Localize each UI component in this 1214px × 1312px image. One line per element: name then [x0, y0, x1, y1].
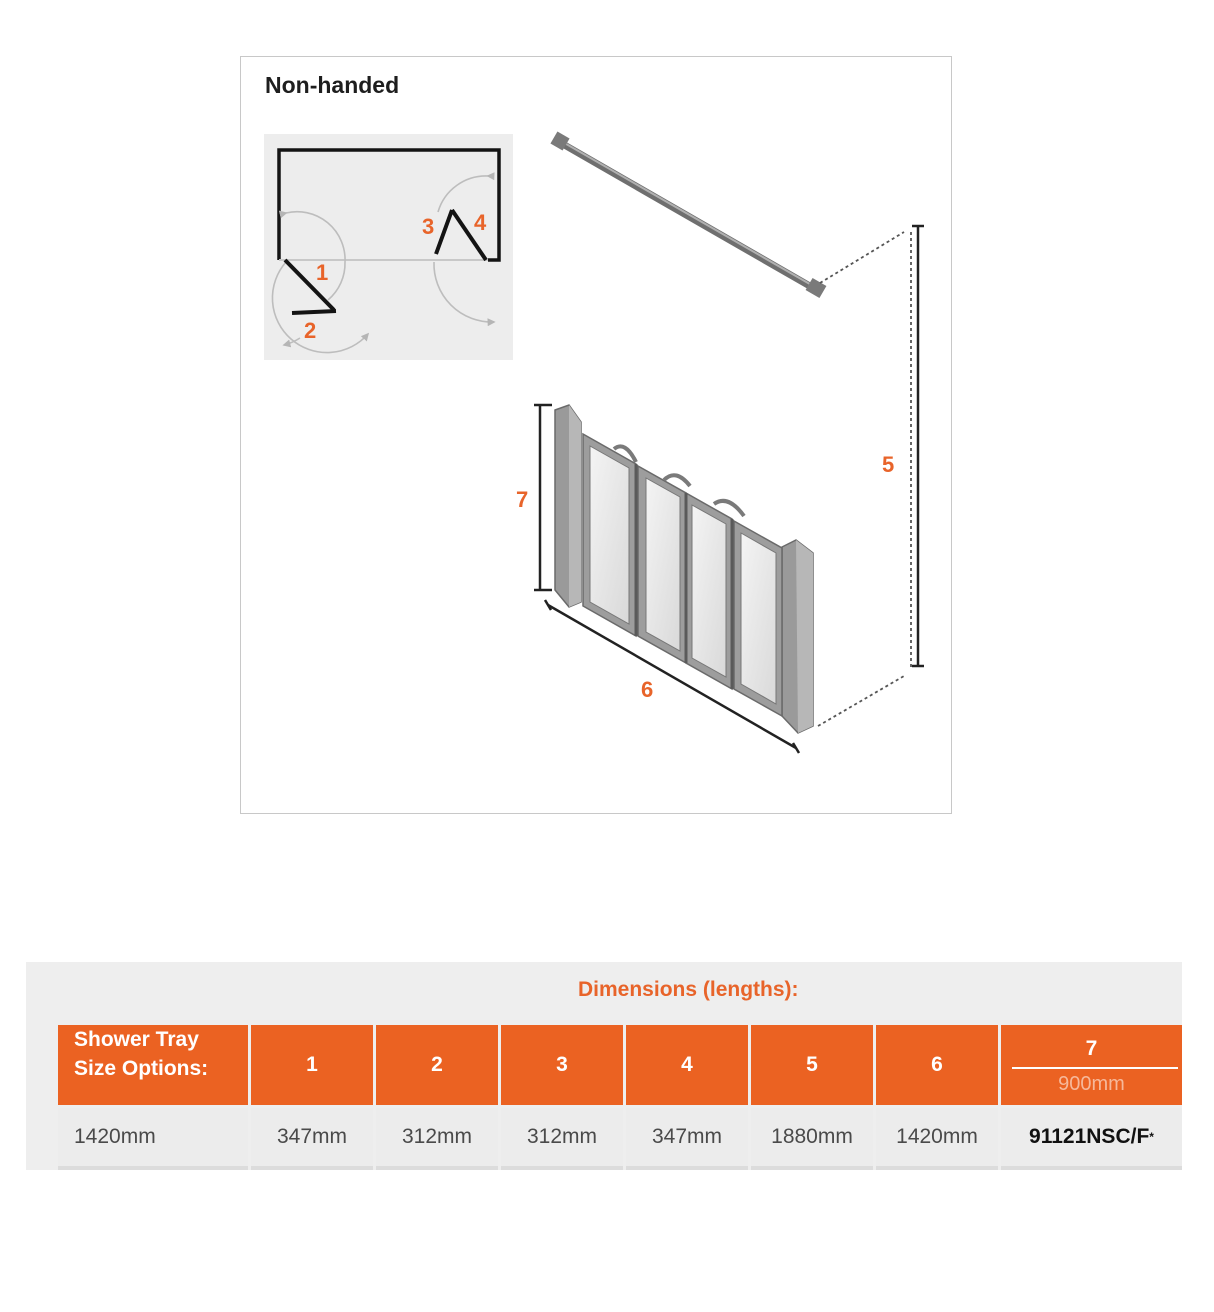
- cell-col-2: 312mm: [376, 1108, 498, 1166]
- cell-col-3: 312mm: [501, 1108, 623, 1166]
- cell-col-1: 347mm: [251, 1108, 373, 1166]
- dimension-5: [818, 226, 924, 726]
- cell-col-5: 1880mm: [751, 1108, 873, 1166]
- header-col-7-sub: 900mm: [1058, 1073, 1125, 1095]
- plan-panel-2: [292, 311, 336, 313]
- diagram-title: Non-handed: [265, 72, 400, 98]
- header-col-1: 1: [251, 1025, 373, 1105]
- product-code-mark: *: [1149, 1130, 1154, 1144]
- row-separator: [376, 1166, 498, 1170]
- header-col-2: 2: [376, 1025, 498, 1105]
- header-col-7-number: 7: [1085, 1037, 1098, 1060]
- cell-col-4: 347mm: [626, 1108, 748, 1166]
- dimension-label-7: 7: [516, 487, 529, 512]
- cell-col-6: 1420mm: [876, 1108, 998, 1166]
- header-size-options-line2: Size Options:: [74, 1057, 209, 1080]
- door-panel-1: [583, 434, 636, 636]
- product-code-text: 91121NSC/F: [1029, 1125, 1150, 1148]
- swing-arc-1b: [328, 262, 345, 300]
- header-size-options: [58, 1025, 248, 1105]
- door-panel-4: [734, 521, 782, 716]
- header-size-options-line1: Shower Tray: [74, 1028, 199, 1051]
- door-panel-2: [638, 466, 690, 663]
- plan-label-4: 4: [474, 210, 487, 235]
- row-separator: [876, 1166, 998, 1170]
- swing-arc-3: [438, 176, 488, 212]
- cell-product-code: [1001, 1108, 1182, 1166]
- header-col-7: [1001, 1025, 1182, 1105]
- table-caption: Dimensions (lengths):: [578, 978, 799, 1001]
- plan-label-3: 3: [422, 214, 435, 239]
- header-col-6: 6: [876, 1025, 998, 1105]
- plan-label-1: 1: [316, 260, 329, 285]
- plan-label-2: 2: [304, 318, 317, 343]
- dimension-label-5: 5: [882, 452, 895, 477]
- dimension-label-6: 6: [641, 677, 654, 702]
- header-col-4: 4: [626, 1025, 748, 1105]
- dimension-7: [534, 405, 552, 590]
- top-rail: [550, 131, 826, 298]
- header-col-5: 5: [751, 1025, 873, 1105]
- row-separator: [626, 1166, 748, 1170]
- plan-wall-outline: [279, 150, 499, 260]
- header-col-3: 3: [501, 1025, 623, 1105]
- row-separator: [501, 1166, 623, 1170]
- plan-panel-3: [436, 210, 452, 254]
- row-separator: [251, 1166, 373, 1170]
- header-col-7-divider: [1012, 1067, 1178, 1069]
- row-separator: [751, 1166, 873, 1170]
- row-separator: [58, 1166, 248, 1170]
- swing-arc-4: [434, 262, 494, 322]
- cell-tray-size: 1420mm: [58, 1108, 248, 1166]
- row-separator: [1001, 1166, 1182, 1170]
- swing-arc-1: [286, 212, 345, 262]
